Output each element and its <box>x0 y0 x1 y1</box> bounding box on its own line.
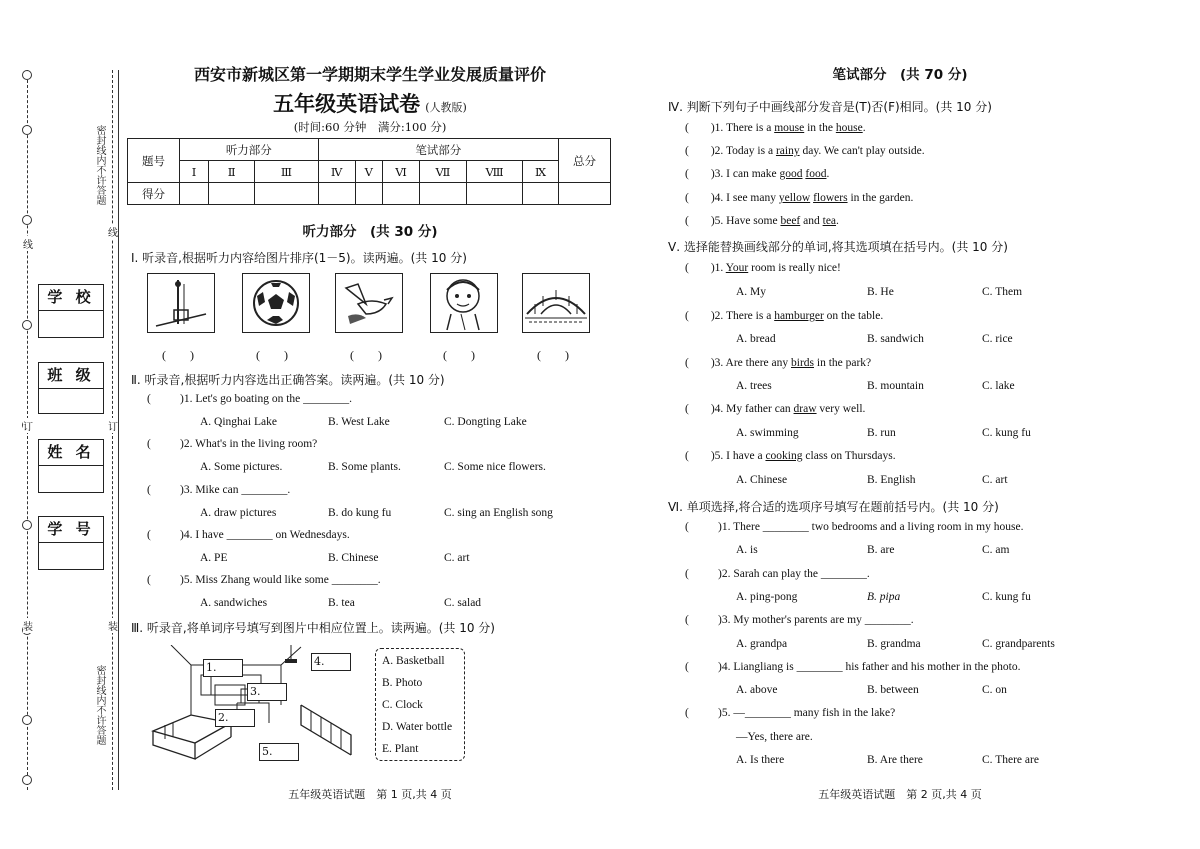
p6-q2-a[interactable]: A. ping-pong <box>736 591 798 603</box>
p2-q4-paren[interactable]: ( <box>147 529 151 541</box>
bridge-icon <box>523 274 589 332</box>
p2-q2: )2. What's in the living room? <box>180 438 318 450</box>
p5-q1-a[interactable]: A. My <box>736 286 767 298</box>
soccer-ball-icon <box>243 274 309 332</box>
student-id-box <box>38 516 104 570</box>
p5-q5-c[interactable]: C. art <box>982 474 1008 486</box>
p5-q2-b[interactable]: B. sandwich <box>867 333 924 345</box>
part6-heading: Ⅵ. 单项选择,将合适的选项序号填写在题前括号内。(共 10 分) <box>668 500 999 514</box>
p4-q4-pre: )4. I see many <box>710 192 779 204</box>
p6-q5-b[interactable]: B. Are there <box>867 754 923 766</box>
p5-q2-pre: )2. There is a <box>710 310 775 322</box>
p5-q2 <box>685 310 883 322</box>
p4-q1-paren[interactable]: ( <box>685 122 689 134</box>
class-box <box>38 362 104 414</box>
p6-q5-paren[interactable]: ( <box>685 707 689 719</box>
exam-subtitle: 五年级英语试卷 <box>273 91 421 116</box>
score-col: Ⅱ <box>209 161 255 183</box>
score-table-s-label: 得分 <box>128 183 180 205</box>
p5-q4-paren[interactable]: ( <box>685 403 689 415</box>
part4-heading: Ⅳ. 判断下列句子中画线部分发音是(T)否(F)相同。(共 10 分) <box>668 100 992 114</box>
p5-q4-u: draw <box>793 403 817 415</box>
p5-q2-a[interactable]: A. bread <box>736 333 776 345</box>
p4-q3-post: . <box>826 168 830 180</box>
score-cell[interactable] <box>180 183 209 205</box>
answer-paren-3[interactable]: ( ) <box>350 348 382 362</box>
p4-q1 <box>685 122 866 134</box>
p2-q3-c[interactable]: C. sing an English song <box>444 507 553 519</box>
p4-q2-u1: rainy <box>775 145 800 157</box>
score-cell[interactable] <box>523 183 559 205</box>
name-label: 姓 名 <box>39 440 103 466</box>
p6-q1-a[interactable]: A. is <box>736 544 758 556</box>
p5-q3-a[interactable]: A. trees <box>736 380 772 392</box>
p4-q5-paren[interactable]: ( <box>685 215 689 227</box>
blank-label-4[interactable] <box>311 653 351 671</box>
page2-footer: 五年级英语试题 第 2 页,共 4 页 <box>818 788 982 801</box>
p4-q3-paren[interactable]: ( <box>685 168 689 180</box>
p4-q1-u2: house <box>835 122 863 134</box>
p5-q3-u: birds <box>791 357 814 369</box>
p4-q1-post: . <box>862 122 866 134</box>
p4-q3-u2: food <box>805 168 827 180</box>
p5-q1-u: Your <box>725 262 749 274</box>
score-col: Ⅷ <box>466 161 522 183</box>
p5-q4 <box>685 403 865 415</box>
p6-q3-b[interactable]: B. grandma <box>867 638 921 650</box>
p5-q5-u: cooking <box>765 450 803 462</box>
score-col: Ⅲ <box>255 161 318 183</box>
p6-q3-paren[interactable]: ( <box>685 614 689 626</box>
p2-q3-b[interactable]: B. do kung fu <box>328 507 392 519</box>
p5-q4-pre: )4. My father can <box>710 403 794 415</box>
p6-q1-paren[interactable]: ( <box>685 521 689 533</box>
p5-q3 <box>685 357 871 369</box>
p4-q4-u1: yellow <box>778 192 811 204</box>
p4-q1-pre: )1. There is a <box>710 122 775 134</box>
p4-q3-u1: good <box>779 168 803 180</box>
p2-q1-paren[interactable]: ( <box>147 393 151 405</box>
picture-dove <box>335 273 403 333</box>
answer-paren-4[interactable]: ( ) <box>443 348 475 362</box>
p4-q2 <box>685 145 925 157</box>
p5-q5-a[interactable]: A. Chinese <box>736 474 788 486</box>
p6-q5-reply: —Yes, there are. <box>736 731 813 743</box>
ding-char: 订 <box>108 418 118 433</box>
p4-q4-u2: flowers <box>813 192 848 204</box>
p6-q5-a[interactable]: A. Is there <box>736 754 785 766</box>
p5-q5-pre: )5. I have a <box>710 450 766 462</box>
p4-q1-mid: in the <box>804 122 836 134</box>
p2-q4-b[interactable]: B. Chinese <box>328 552 379 564</box>
p6-q2-paren[interactable]: ( <box>685 568 689 580</box>
p4-q5-mid: and <box>800 215 823 227</box>
p6-q1: )1. There ________ two bedrooms and a living room in my house. <box>718 521 1024 533</box>
word-option-a: A. Basketball <box>382 655 445 667</box>
p6-q4: )4. Liangliang is ________ his father and his mother in the photo. <box>718 661 1021 673</box>
score-table-total: 总分 <box>559 139 611 183</box>
p4-q3-pre: )3. I can make <box>710 168 780 180</box>
score-cell[interactable] <box>209 183 255 205</box>
p4-q5-post: . <box>836 215 839 227</box>
p5-q1 <box>685 262 841 274</box>
p6-q4-paren[interactable]: ( <box>685 661 689 673</box>
score-cell[interactable] <box>420 183 467 205</box>
picture-girl <box>430 273 498 333</box>
p4-q5-u1: beef <box>780 215 801 227</box>
zhuang-char-left: 装 <box>23 618 33 633</box>
line-char-left: 线 <box>23 236 33 251</box>
p6-q3: )3. My mother's parents are my ________. <box>718 614 914 626</box>
p2-q3-a[interactable]: A. draw pictures <box>200 507 277 519</box>
p4-q5-pre: )5. Have some <box>710 215 781 227</box>
p5-q3-b[interactable]: B. mountain <box>867 380 924 392</box>
p6-q2: )2. Sarah can play the ________. <box>718 568 870 580</box>
p5-q3-paren[interactable]: ( <box>685 357 689 369</box>
p5-q2-paren[interactable]: ( <box>685 310 689 322</box>
p5-q1-paren[interactable]: ( <box>685 262 689 274</box>
listening-section-title: 听力部分 (共 30 分) <box>302 224 438 240</box>
p5-q5-paren[interactable]: ( <box>685 450 689 462</box>
blank-label-3[interactable] <box>247 683 287 701</box>
p6-q5: )5. —________ many fish in the lake? <box>718 707 896 719</box>
answer-paren-1[interactable]: ( ) <box>162 348 194 362</box>
p5-q1-pre: )1. <box>710 262 726 274</box>
seal-note-bottom: 密封线内不许答题 <box>94 665 105 745</box>
p6-q5-c[interactable]: C. There are <box>982 754 1039 766</box>
page-2 <box>660 0 1180 849</box>
p2-q1: )1. Let's go boating on the ________. <box>180 393 352 405</box>
p6-q4-c[interactable]: C. on <box>982 684 1007 696</box>
p4-q2-mid: day. We can't play outside. <box>799 145 925 157</box>
picture-erhu <box>147 273 215 333</box>
p2-q2-a[interactable]: A. Some pictures. <box>200 461 283 473</box>
p2-q5-paren[interactable]: ( <box>147 574 151 586</box>
p4-q4-paren[interactable]: ( <box>685 192 689 204</box>
p6-q2-b[interactable]: B. pipa <box>867 591 901 603</box>
word-option-c: C. Clock <box>382 699 423 711</box>
p2-q3-paren[interactable]: ( <box>147 484 151 496</box>
p5-q5 <box>685 450 896 462</box>
p2-q3: )3. Mike can ________. <box>180 484 291 496</box>
p4-q5 <box>685 215 839 227</box>
p6-q4-b[interactable]: B. between <box>867 684 919 696</box>
p6-q4-a[interactable]: A. above <box>736 684 778 696</box>
p2-q5-c[interactable]: C. salad <box>444 597 482 609</box>
score-cell[interactable] <box>355 183 382 205</box>
blank-label-1[interactable] <box>203 659 243 677</box>
p5-q5-post: class on Thursdays. <box>802 450 896 462</box>
picture-bridge <box>522 273 590 333</box>
part2-heading: Ⅱ. 听录音,根据听力内容选出正确答案。读两遍。(共 10 分) <box>131 373 445 387</box>
p4-q1-u1: mouse <box>774 122 805 134</box>
p2-q2-paren[interactable]: ( <box>147 438 151 450</box>
part3-heading: Ⅲ. 听录音,将单词序号填写到图片中相应位置上。读两遍。(共 10 分) <box>131 621 495 635</box>
p5-q4-post: very well. <box>816 403 866 415</box>
p2-q5-a[interactable]: A. sandwiches <box>200 597 268 609</box>
page-1 <box>125 0 615 849</box>
score-col: Ⅰ <box>180 161 209 183</box>
score-col: Ⅳ <box>318 161 355 183</box>
p2-q1-a[interactable]: A. Qinghai Lake <box>200 416 277 428</box>
writing-section-title: 笔试部分 (共 70 分) <box>832 67 968 83</box>
p5-q4-b[interactable]: B. run <box>867 427 896 439</box>
score-table-q-label: 题号 <box>128 139 180 183</box>
p6-q1-c[interactable]: C. am <box>982 544 1010 556</box>
p2-q2-b[interactable]: B. Some plants. <box>328 461 401 473</box>
p2-q1-b[interactable]: B. West Lake <box>328 416 390 428</box>
exam-subtitle-row <box>125 88 615 118</box>
blank-1: 1. <box>206 661 217 674</box>
exam-time-info: (时间:60 分钟 满分:100 分) <box>293 120 447 134</box>
school-box <box>38 284 104 338</box>
score-cell[interactable] <box>382 183 419 205</box>
p2-q1-c[interactable]: C. Dongting Lake <box>444 416 527 428</box>
score-col: Ⅵ <box>382 161 419 183</box>
score-col: Ⅶ <box>420 161 467 183</box>
part5-heading: Ⅴ. 选择能替换画线部分的单词,将其选项填在括号内。(共 10 分) <box>668 240 1008 254</box>
p5-q4-c[interactable]: C. kung fu <box>982 427 1031 439</box>
p6-q1-b[interactable]: B. are <box>867 544 895 556</box>
score-cell[interactable] <box>255 183 318 205</box>
part1-heading: Ⅰ. 听录音,根据听力内容给图片排序(1－5)。读两遍。(共 10 分) <box>131 251 467 265</box>
p5-q3-post: in the park? <box>814 357 872 369</box>
p4-q3 <box>685 168 829 180</box>
class-label: 班 级 <box>39 363 103 389</box>
blank-2: 2. <box>218 711 229 724</box>
blank-4: 4. <box>314 655 325 668</box>
ding-char-left: 订 <box>23 418 33 433</box>
p5-q1-c[interactable]: C. Them <box>982 286 1023 298</box>
score-table-writing: 笔试部分 <box>318 139 558 161</box>
girl-icon <box>431 274 497 332</box>
blank-5: 5. <box>262 745 273 758</box>
word-option-b: B. Photo <box>382 677 423 689</box>
p5-q3-pre: )3. Are there any <box>710 357 791 369</box>
p5-q2-u: hamburger <box>774 310 824 322</box>
p5-q2-c[interactable]: C. rice <box>982 333 1013 345</box>
p4-q4-post: in the garden. <box>847 192 914 204</box>
p4-q5-u2: tea <box>822 215 837 227</box>
word-option-e: E. Plant <box>382 743 419 755</box>
p5-q2-post: on the table. <box>823 310 884 322</box>
score-cell-total[interactable] <box>559 183 611 205</box>
student-id-label: 学 号 <box>39 517 103 543</box>
p6-q2-c[interactable]: C. kung fu <box>982 591 1031 603</box>
dove-icon <box>336 274 402 332</box>
school-label: 学 校 <box>39 285 103 311</box>
blank-3: 3. <box>250 685 261 698</box>
p5-q1-post: room is really nice! <box>748 262 841 274</box>
answer-paren-5[interactable]: ( ) <box>537 348 569 362</box>
p6-q3-c[interactable]: C. grandparents <box>982 638 1055 650</box>
name-box <box>38 439 104 493</box>
picture-soccer-ball <box>242 273 310 333</box>
blank-label-5[interactable] <box>259 743 299 761</box>
score-col: Ⅴ <box>355 161 382 183</box>
p5-q3-c[interactable]: C. lake <box>982 380 1015 392</box>
erhu-icon <box>148 274 214 332</box>
p2-q5: )5. Miss Zhang would like some ________. <box>180 574 381 586</box>
score-cell[interactable] <box>466 183 522 205</box>
word-option-d: D. Water bottle <box>382 721 453 733</box>
p5-q1-b[interactable]: B. He <box>867 286 894 298</box>
p4-q4 <box>685 192 913 204</box>
p5-q4-a[interactable]: A. swimming <box>736 427 799 439</box>
score-col: Ⅸ <box>523 161 559 183</box>
score-table <box>127 138 611 205</box>
p4-q2-pre: )2. Today is a <box>710 145 776 157</box>
p2-q5-b[interactable]: B. tea <box>328 597 355 609</box>
line-char: 线 <box>108 224 118 239</box>
page1-footer: 五年级英语试题 第 1 页,共 4 页 <box>288 788 452 801</box>
word-options-box <box>375 648 465 761</box>
seal-note-top: 密封线内不许答题 <box>94 125 105 205</box>
p4-q2-paren[interactable]: ( <box>685 145 689 157</box>
p5-q5-b[interactable]: B. English <box>867 474 916 486</box>
p2-q4: )4. I have ________ on Wednesdays. <box>180 529 350 541</box>
zhuang-char: 装 <box>108 618 118 633</box>
answer-paren-2[interactable]: ( ) <box>256 348 288 362</box>
p2-q2-c[interactable]: C. Some nice flowers. <box>444 461 546 473</box>
p2-q4-c[interactable]: C. art <box>444 552 470 564</box>
p6-q3-a[interactable]: A. grandpa <box>736 638 788 650</box>
score-cell[interactable] <box>318 183 355 205</box>
exam-edition: (人教版) <box>425 101 467 114</box>
p2-q4-a[interactable]: A. PE <box>200 552 228 564</box>
binding-margin <box>0 0 125 849</box>
blank-label-2[interactable] <box>215 709 255 727</box>
score-table-listening: 听力部分 <box>180 139 319 161</box>
exam-title: 西安市新城区第一学期期末学生学业发展质量评价 <box>193 65 546 84</box>
